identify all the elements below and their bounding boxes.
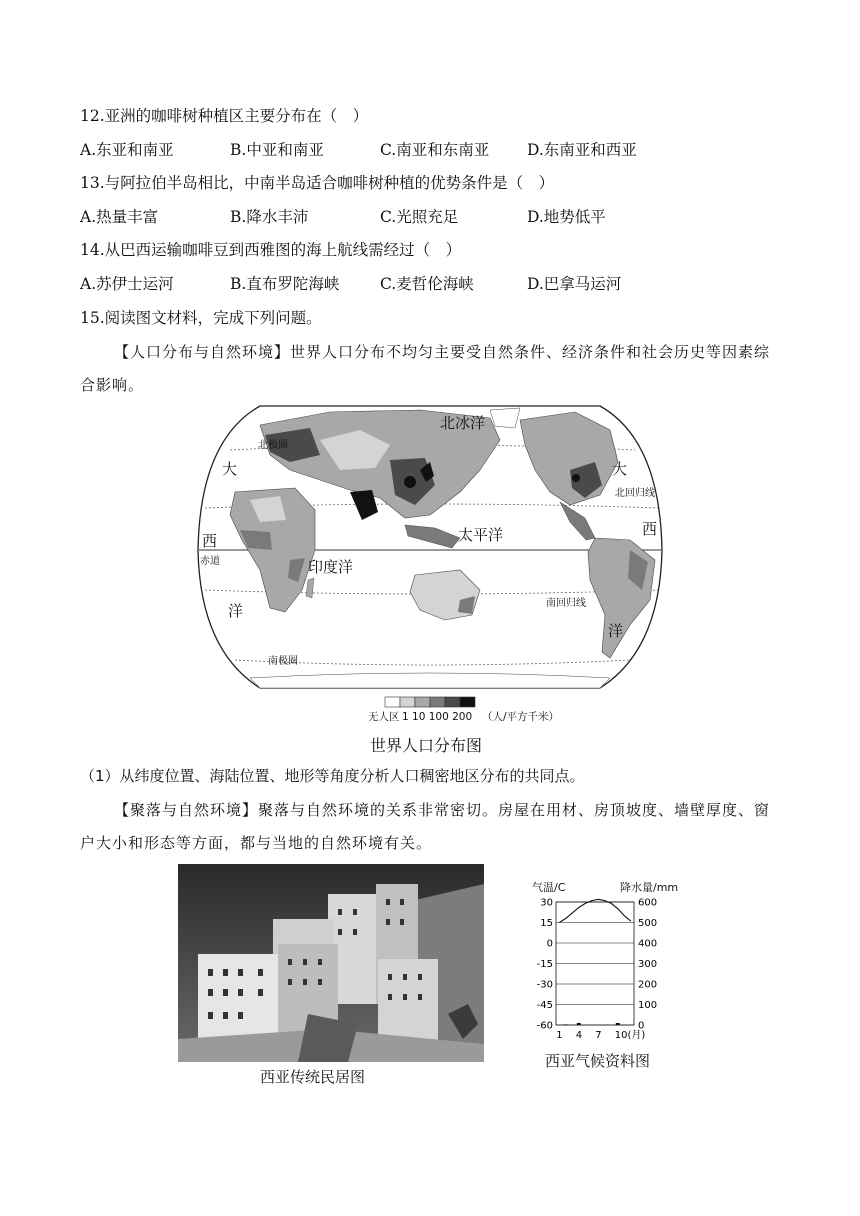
west-asia-house-photo <box>178 864 484 1062</box>
map-label-pacific: 太平洋 <box>458 526 504 544</box>
map-label-atlantic-left-2: 西 <box>202 532 218 550</box>
chart-right-tick-label: 200 <box>638 979 658 991</box>
q12-option-d: D.东南亚和西亚 <box>527 141 637 159</box>
q13-option-d: D.地势低平 <box>527 208 606 226</box>
legend-swatch-1 <box>400 697 415 707</box>
climate-chart-caption: 西亚气候资料图 <box>545 1052 651 1070</box>
chart-x-tick-label: 4 <box>575 1030 583 1041</box>
legend-swatch-5 <box>460 697 475 707</box>
legend-unit: （人/平方千米） <box>482 711 560 723</box>
q14-option-d: D.巴拿马运河 <box>527 275 622 293</box>
q15-material-settlement: 【聚落与自然环境】聚落与自然环境的关系非常密切。房屋在用材、房顶坡度、墙壁厚度、窗户大小和形态等方面，都与当地的自然环境有关。 <box>80 801 771 852</box>
chart-x-tick-label: 10(月) <box>614 1030 646 1041</box>
chart-left-tick-label: -15 <box>536 959 553 970</box>
legend-none-label: 无人区 <box>368 711 400 723</box>
chart-left-tick-label: 15 <box>540 918 553 929</box>
chart-left-axis-label: 气温/C <box>532 881 566 894</box>
precipitation-bar <box>577 1023 581 1025</box>
chart-left-tick-label: -30 <box>536 979 553 991</box>
q15-stem: 15.阅读图文材料，完成下列问题。 <box>80 309 322 327</box>
q15-subquestion-1: （1）从纬度位置、海陆位置、地形等角度分析人口稠密地区分布的共同点。 <box>80 767 585 785</box>
map-label-arctic-ocean: 北冰洋 <box>440 414 486 432</box>
q14-option-c: C.麦哲伦海峡 <box>380 275 474 293</box>
q12-option-b: B.中亚和南亚 <box>230 141 324 159</box>
chart-left-tick-label: 30 <box>540 897 553 909</box>
house-photo-caption: 西亚传统民居图 <box>260 1068 366 1086</box>
chart-left-tick-label: -60 <box>536 1020 553 1032</box>
map-label-tropic-cancer: 北回归线 <box>615 488 655 499</box>
q12-option-a: A.东亚和南亚 <box>80 141 174 159</box>
map-label-arctic-circle: 北极圈 <box>258 440 288 451</box>
map-label-tropic-capricorn: 南回归线 <box>546 598 586 609</box>
legend-values: 1 10 100 200 <box>402 711 473 723</box>
legend-swatch-2 <box>415 697 430 707</box>
q14-option-b: B.直布罗陀海峡 <box>230 275 340 293</box>
q12-stem: 12.亚洲的咖啡树种植区主要分布在（ ） <box>80 107 369 125</box>
chart-right-tick-label: 600 <box>638 897 658 909</box>
chart-right-tick-label: 300 <box>638 959 658 970</box>
q15-material-population: 【人口分布与自然环境】世界人口分布不均匀主要受自然条件、经济条件和社会历史等因素综合影响。 <box>80 343 771 394</box>
map-label-atlantic-right-1: 大 <box>612 460 628 478</box>
map-label-indian: 印度洋 <box>308 558 354 576</box>
q13-option-a: A.热量丰富 <box>80 208 159 226</box>
q12-option-c: C.南亚和东南亚 <box>380 141 490 159</box>
precipitation-bar <box>616 1023 620 1025</box>
chart-x-tick-label: 1 <box>556 1030 563 1041</box>
legend-swatch-3 <box>430 697 445 707</box>
chart-right-tick-label: 400 <box>638 938 658 950</box>
precipitation-bar <box>564 1024 568 1025</box>
map-label-atlantic-right-3: 洋 <box>608 622 624 640</box>
map-label-equator: 赤道 <box>200 556 220 567</box>
q14-stem: 14.从巴西运输咖啡豆到西雅图的海上航线需经过（ ） <box>80 241 462 259</box>
q13-option-b: B.降水丰沛 <box>230 208 309 226</box>
temperature-line <box>559 899 631 922</box>
chart-left-tick-label: -45 <box>536 1000 553 1011</box>
west-asia-climate-chart <box>530 880 680 1048</box>
map-label-atlantic-right-2: 西 <box>642 520 658 538</box>
map-label-antarctic-circle: 南极圈 <box>268 656 298 667</box>
chart-right-tick-label: 500 <box>638 918 658 929</box>
legend-swatch-0 <box>385 697 400 707</box>
map-label-atlantic-left-1: 大 <box>222 460 238 478</box>
chart-left-tick-label: 0 <box>546 938 553 950</box>
chart-right-axis-label: 降水量/mm <box>620 881 679 894</box>
legend-swatch-4 <box>445 697 460 707</box>
map-caption: 世界人口分布图 <box>370 736 483 755</box>
chart-right-tick-label: 0 <box>638 1020 645 1032</box>
world-population-map <box>190 400 670 730</box>
chart-right-tick-label: 100 <box>638 1000 658 1011</box>
q13-option-c: C.光照充足 <box>380 208 459 226</box>
q14-option-a: A.苏伊士运河 <box>80 275 174 293</box>
map-legend <box>368 697 559 723</box>
chart-x-tick-label: 7 <box>595 1030 602 1041</box>
map-label-atlantic-left-3: 洋 <box>228 602 244 620</box>
q13-stem: 13.与阿拉伯半岛相比，中南半岛适合咖啡树种植的优势条件是（ ） <box>80 174 555 192</box>
